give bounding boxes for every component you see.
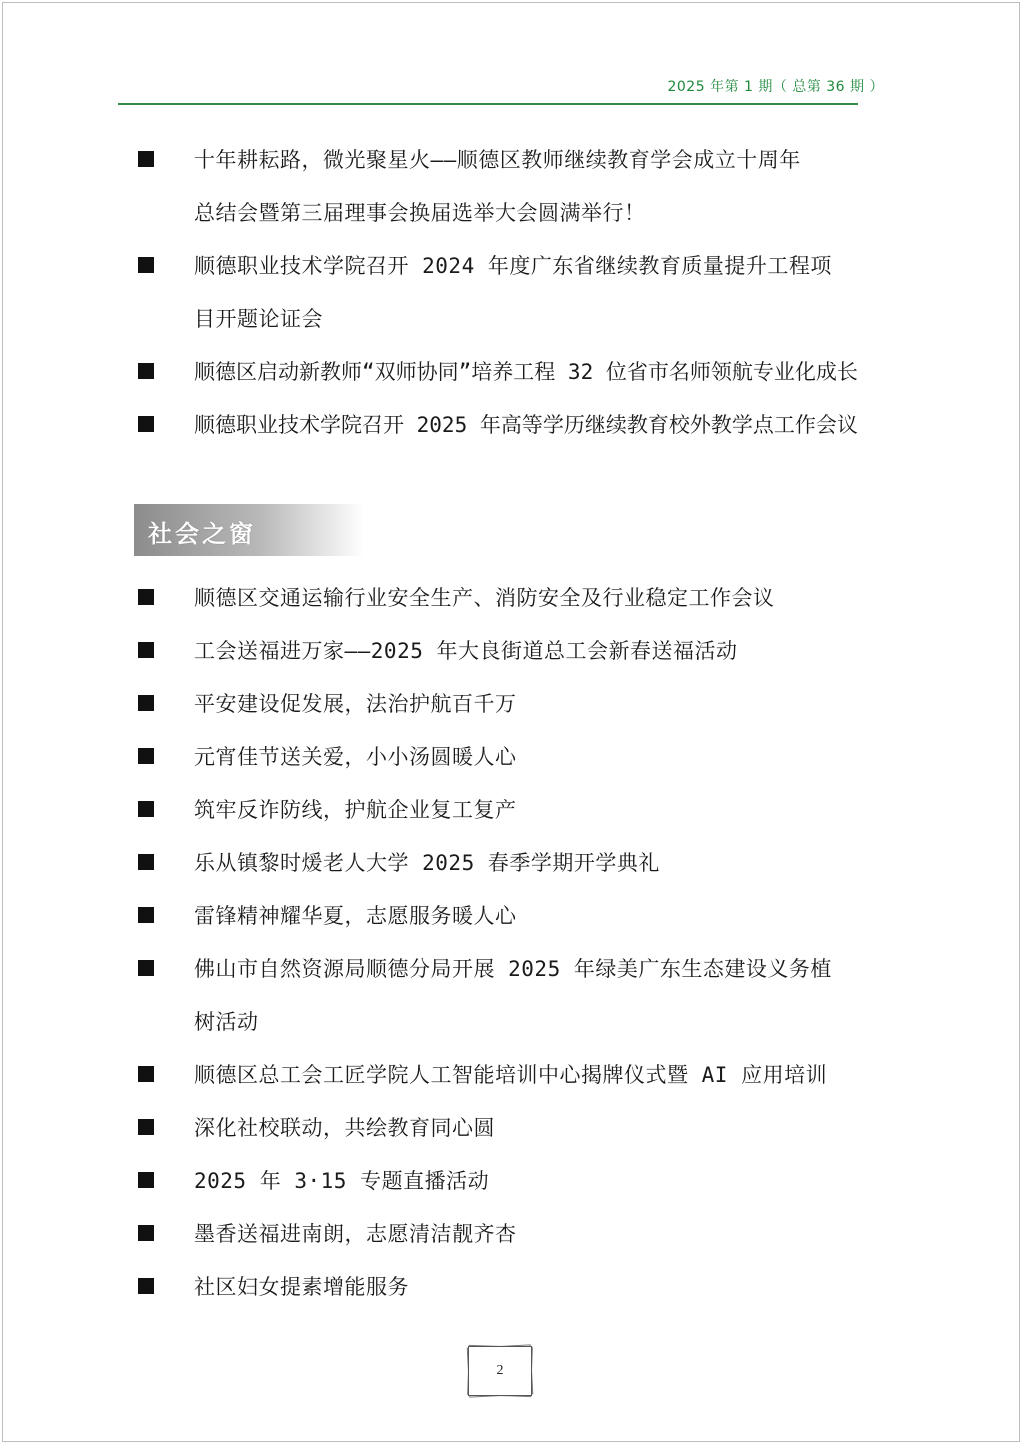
item-line: 筑牢反诈防线，护航企业复工复产 [194, 798, 517, 822]
issue-header: 2025 年第 1 期（ 总第 36 期 ） [667, 79, 884, 95]
item-line: 顺德职业技术学院召开 2025 年高等学历继续教育校外教学点工作会议 [194, 413, 858, 437]
square-bullet-icon [138, 1225, 154, 1241]
square-bullet-icon [138, 801, 154, 817]
item-line: 目开题论证会 [194, 307, 323, 331]
square-bullet-icon [138, 257, 154, 273]
list-item[interactable] [136, 625, 936, 678]
square-bullet-icon [138, 960, 154, 976]
item-line: 顺德区启动新教师“双师协同”培养工程 32 位省市名师领航专业化成长 [194, 360, 858, 384]
square-bullet-icon [138, 642, 154, 658]
square-bullet-icon [138, 854, 154, 870]
item-line: 顺德区交通运输行业安全生产、消防安全及行业稳定工作会议 [194, 586, 775, 610]
square-bullet-icon [138, 589, 154, 605]
list-item[interactable] [136, 346, 936, 399]
list-item[interactable] [136, 837, 936, 890]
item-line: 顺德区总工会工匠学院人工智能培训中心揭牌仪式暨 AI 应用培训 [194, 1063, 828, 1087]
page-number: 2 [468, 1346, 532, 1396]
list-item[interactable] [136, 240, 936, 346]
square-bullet-icon [138, 1172, 154, 1188]
list-item[interactable] [136, 572, 936, 625]
item-line: 墨香送福进南朗，志愿清洁靓齐杏 [194, 1222, 517, 1246]
item-line: 平安建设促发展，法治护航百千万 [194, 692, 517, 716]
list-item[interactable] [136, 399, 936, 452]
section-title: 社会之窗 [148, 519, 256, 548]
list-item[interactable] [136, 1049, 936, 1102]
item-line: 十年耕耘路，微光聚星火——顺德区教师继续教育学会成立十周年 [194, 148, 801, 172]
list-item[interactable] [136, 784, 936, 837]
square-bullet-icon [138, 1278, 154, 1294]
item-line: 顺德职业技术学院召开 2024 年度广东省继续教育质量提升工程项 [194, 254, 832, 278]
item-line: 总结会暨第三届理事会换届选举大会圆满举行！ [194, 201, 646, 225]
list-item[interactable] [136, 731, 936, 784]
square-bullet-icon [138, 1066, 154, 1082]
list-item[interactable] [136, 1155, 936, 1208]
section-banner [134, 504, 364, 556]
page-number-badge [468, 1346, 534, 1398]
item-line: 树活动 [194, 1010, 259, 1034]
square-bullet-icon [138, 695, 154, 711]
list-item[interactable] [136, 943, 936, 1049]
list-item[interactable] [136, 1208, 936, 1261]
item-line: 雷锋精神耀华夏，志愿服务暖人心 [194, 904, 517, 928]
square-bullet-icon [138, 907, 154, 923]
square-bullet-icon [138, 363, 154, 379]
item-line: 深化社校联动，共绘教育同心圆 [194, 1116, 495, 1140]
list-item[interactable] [136, 134, 936, 240]
item-line: 佛山市自然资源局顺德分局开展 2025 年绿美广东生态建设义务植 [194, 957, 832, 981]
header-divider [118, 103, 858, 105]
social-news-list [136, 572, 936, 1314]
list-item[interactable] [136, 1102, 936, 1155]
item-line: 乐从镇黎时煖老人大学 2025 春季学期开学典礼 [194, 851, 660, 875]
top-news-list [136, 134, 936, 452]
square-bullet-icon [138, 748, 154, 764]
item-line: 2025 年 3·15 专题直播活动 [194, 1169, 490, 1193]
square-bullet-icon [138, 151, 154, 167]
square-bullet-icon [138, 416, 154, 432]
square-bullet-icon [138, 1119, 154, 1135]
list-item[interactable] [136, 890, 936, 943]
item-line: 元宵佳节送关爱，小小汤圆暖人心 [194, 745, 517, 769]
item-line: 工会送福进万家——2025 年大良街道总工会新春送福活动 [194, 639, 738, 663]
item-line: 社区妇女提素增能服务 [194, 1275, 409, 1299]
list-item[interactable] [136, 678, 936, 731]
list-item[interactable] [136, 1261, 936, 1314]
